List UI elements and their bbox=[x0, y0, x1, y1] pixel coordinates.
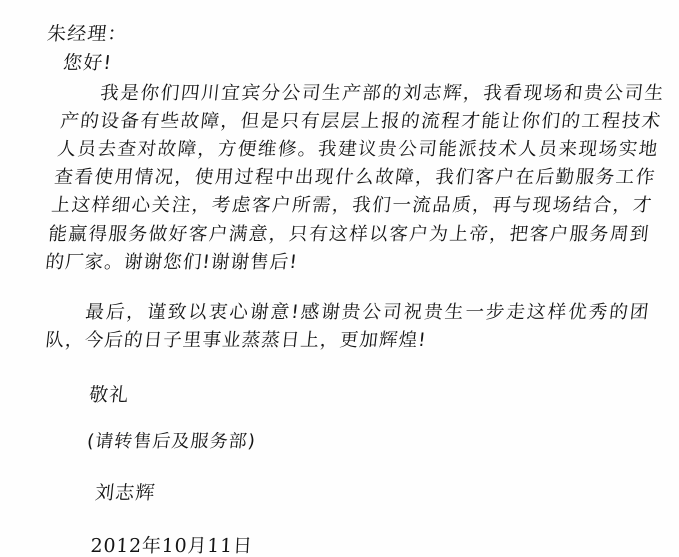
routing-note: (请转售后及服务部) bbox=[85, 430, 258, 452]
closing: 敬礼 bbox=[87, 383, 131, 406]
signature: 刘志辉 bbox=[93, 482, 157, 505]
body-paragraph-1: 我是你们四川宜宾分公司生产部的刘志辉，我看现场和贵公司生产的设备有些故障，但是只有层层上报的流程才能让你们的工程技术人员去查对故障，方便维修。我建议贵公司能派技术人员来现场实地查看使用情况，使用过程中出现什么故障，我们客户在后勤服务工作上这样细心关注，考虑客户所需，我们一流品质，再与现场结合，才能赢得服务做好客户满意，只有这样以客户为上帝，把客户服务周到的厂家。谢谢您们!谢谢售后! bbox=[44, 82, 666, 273]
body-paragraph-2: 最后，谨致以衷心谢意!感谢贵公司祝贵生一步走这样优秀的团队，今后的日子里事业蒸蒸日上，更加辉煌! bbox=[44, 301, 651, 351]
salutation: 朱经理： bbox=[45, 23, 129, 45]
date: 2012年10月11日 bbox=[89, 535, 254, 557]
greeting: 您好! bbox=[61, 51, 114, 74]
